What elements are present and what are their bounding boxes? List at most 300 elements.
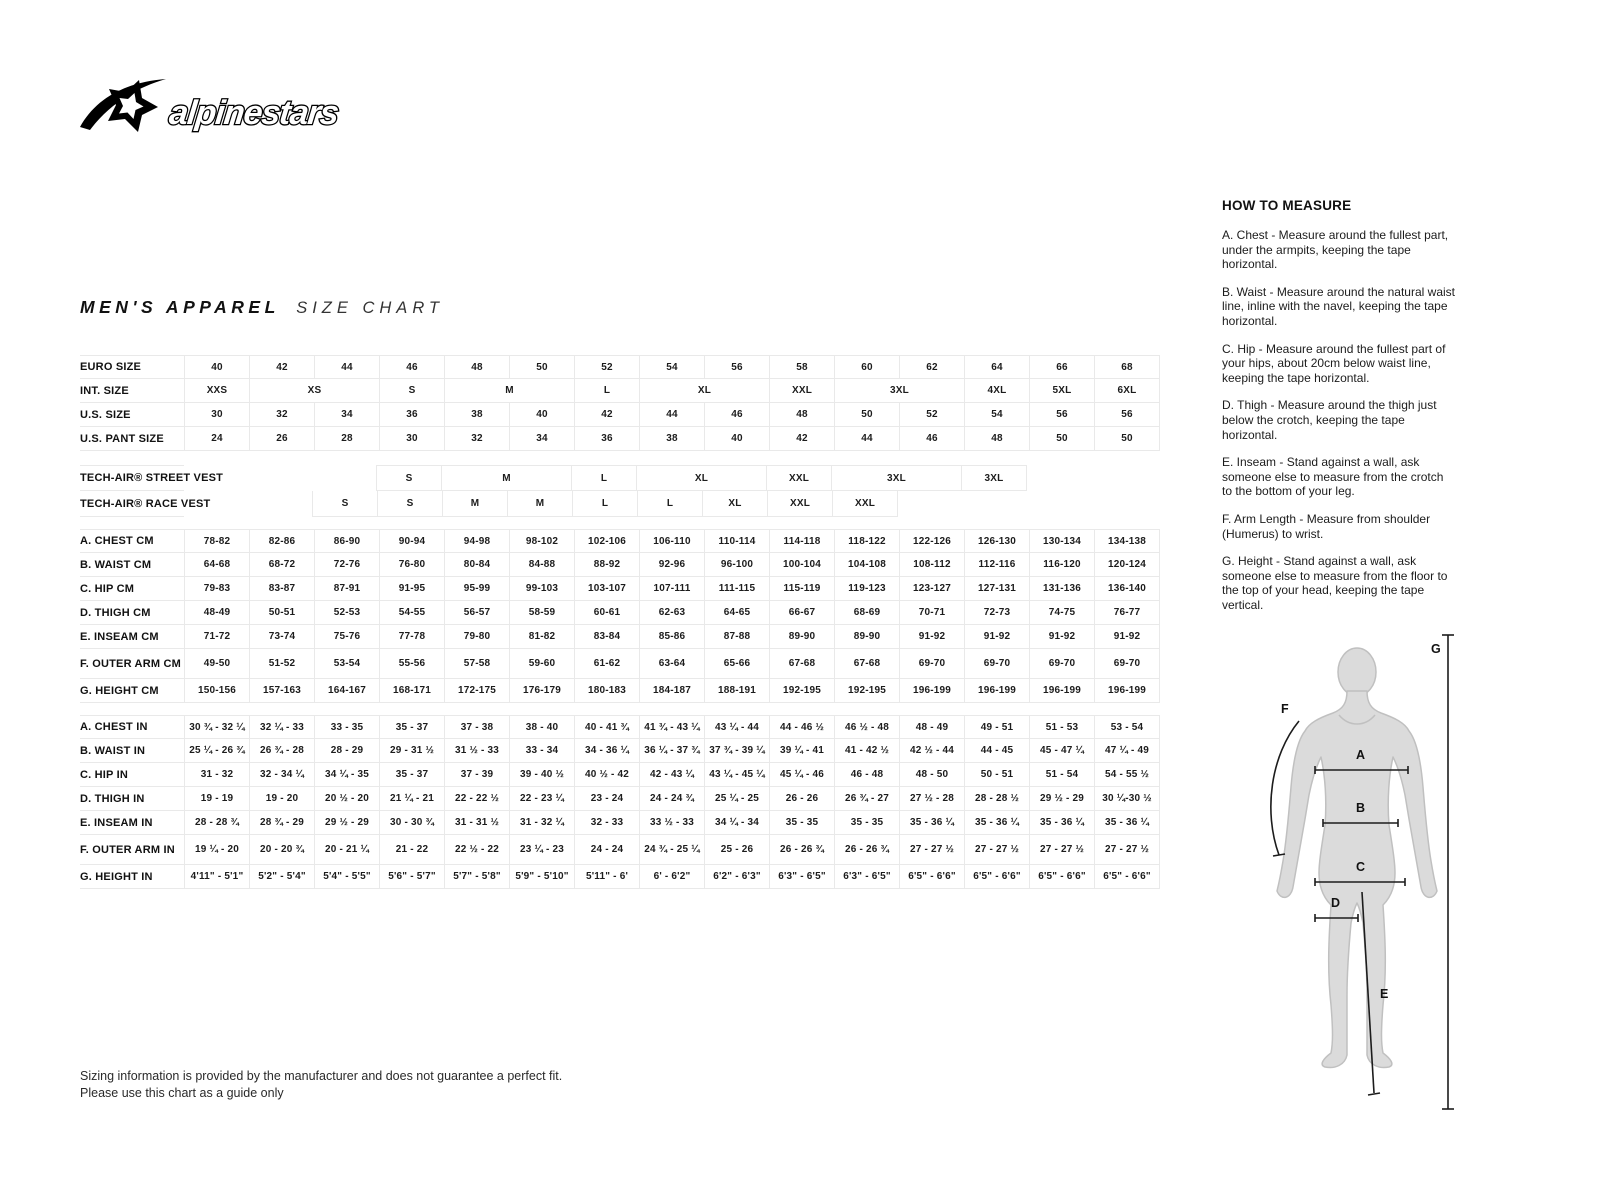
table-cell: 3XL (834, 379, 964, 403)
table-cell: 46 (379, 355, 444, 379)
table-cell: 75-76 (314, 625, 379, 649)
figure-label-g: G (1431, 642, 1441, 656)
table-cell: XXL (766, 465, 831, 491)
table-cell: 21 - 22 (379, 835, 444, 865)
table-cell: 49 - 51 (964, 715, 1029, 739)
table-cell: 83-87 (249, 577, 314, 601)
table-cell: 36 (574, 427, 639, 451)
table-cell: 54 - 55 ½ (1094, 763, 1160, 787)
table-cell: 6'5" - 6'6" (1029, 865, 1094, 889)
table-cell: 196-199 (1094, 679, 1160, 703)
table-cell: 32 - 33 (574, 811, 639, 835)
table-cell: 46 ½ - 48 (834, 715, 899, 739)
table-cell: XXS (184, 379, 249, 403)
table-cell: 84-88 (509, 553, 574, 577)
table-cell: 69-70 (1029, 649, 1094, 679)
table-cell: 29 ½ - 29 (1029, 787, 1094, 811)
table-cell: 21 ¼ - 21 (379, 787, 444, 811)
table-cell: 42 (249, 355, 314, 379)
row-label: U.S. PANT SIZE (80, 427, 184, 451)
table-cell: 24 - 24 (574, 835, 639, 865)
table-cell: 50 (834, 403, 899, 427)
table-cell: S (312, 491, 377, 517)
table-cell: 44 - 46 ½ (769, 715, 834, 739)
row-label: F. OUTER ARM CM (80, 649, 184, 679)
table-cell: 150-156 (184, 679, 249, 703)
table-row (80, 403, 1160, 427)
table-cell: 27 - 27 ½ (1094, 835, 1160, 865)
figure-label-a: A (1356, 748, 1366, 762)
table-cell: 38 (639, 427, 704, 451)
table-cell: 111-115 (704, 577, 769, 601)
how-to-measure-heading: HOW TO MEASURE (1222, 198, 1352, 213)
table-cell: 4XL (964, 379, 1029, 403)
table-cell: 50 - 51 (964, 763, 1029, 787)
table-cell: 69-70 (1094, 649, 1160, 679)
measure-instruction-height: G. Height - Stand against a wall, ask someone else to measure from the floor to the top of your head, keeping the tape vertical. (1222, 554, 1448, 612)
table-cell: 98-102 (509, 529, 574, 553)
table-cell (248, 465, 312, 491)
table-row (80, 739, 1160, 763)
table-cell: 41 - 42 ½ (834, 739, 899, 763)
table-cell: 59-60 (509, 649, 574, 679)
table-cell: 39 - 40 ½ (509, 763, 574, 787)
table-cell: 100-104 (769, 553, 834, 577)
table-cell: 50-51 (249, 601, 314, 625)
table-cell: 42 - 43 ¼ (639, 763, 704, 787)
table-cell: 20 ½ - 20 (314, 787, 379, 811)
table-cell (898, 491, 962, 517)
table-cell: 79-83 (184, 577, 249, 601)
table-cell: 103-107 (574, 577, 639, 601)
table-cell: 32 - 34 ¼ (249, 763, 314, 787)
table-cell: 57-58 (444, 649, 509, 679)
table-cell: XS (249, 379, 379, 403)
row-label: A. CHEST CM (80, 529, 184, 553)
table-cell: 38 - 40 (509, 715, 574, 739)
table-cell: 56-57 (444, 601, 509, 625)
table-cell: 20 - 20 ¾ (249, 835, 314, 865)
row-label: TECH-AIR® STREET VEST (80, 465, 184, 491)
title-primary: MEN'S APPAREL (80, 297, 280, 317)
figure-label-b: B (1356, 801, 1366, 815)
table-cell: 5'4" - 5'5" (314, 865, 379, 889)
figure-label-d: D (1331, 896, 1341, 910)
table-cell: 36 (379, 403, 444, 427)
table-cell: 86-90 (314, 529, 379, 553)
table-row (80, 787, 1160, 811)
size-conversion-table (80, 355, 1160, 451)
table-cell: XXL (832, 491, 898, 517)
table-cell: 127-131 (964, 577, 1029, 601)
table-cell: 106-110 (639, 529, 704, 553)
table-row (80, 835, 1160, 865)
table-cell: 26 (249, 427, 314, 451)
table-cell: 26 ¾ - 28 (249, 739, 314, 763)
table-cell (1091, 465, 1155, 491)
table-cell: XXL (767, 491, 832, 517)
row-label: B. WAIST CM (80, 553, 184, 577)
table-cell: 40 (509, 403, 574, 427)
table-cell: 33 - 34 (509, 739, 574, 763)
page-title (80, 297, 444, 318)
table-cell: 83-84 (574, 625, 639, 649)
table-cell: 40 (704, 427, 769, 451)
measure-instruction-waist: B. Waist - Measure around the natural waist line, inline with the navel, keeping the tape horizontal. (1222, 284, 1455, 328)
table-cell: 90-94 (379, 529, 444, 553)
table-cell: 196-199 (1029, 679, 1094, 703)
table-cell: 62 (899, 355, 964, 379)
table-row (80, 577, 1160, 601)
table-cell: 63-64 (639, 649, 704, 679)
table-cell: 38 (444, 403, 509, 427)
table-cell: 54 (639, 355, 704, 379)
table-cell: 122-126 (899, 529, 964, 553)
table-cell: 6'2" - 6'3" (704, 865, 769, 889)
alpinestars-logo (78, 70, 378, 156)
table-cell: 96-100 (704, 553, 769, 577)
table-cell: 42 (574, 403, 639, 427)
table-cell: 25 ¼ - 25 (704, 787, 769, 811)
row-label: INT. SIZE (80, 379, 184, 403)
figure-label-c: C (1356, 860, 1366, 874)
table-cell: 31 - 32 (184, 763, 249, 787)
table-cell: 91-92 (899, 625, 964, 649)
table-cell: 69-70 (964, 649, 1029, 679)
table-cell: 28 - 28 ¾ (184, 811, 249, 835)
table-cell: 51-52 (249, 649, 314, 679)
table-cell: 110-114 (704, 529, 769, 553)
table-cell: 24 (184, 427, 249, 451)
row-label: F. OUTER ARM IN (80, 835, 184, 865)
table-cell: 87-91 (314, 577, 379, 601)
row-label: B. WAIST IN (80, 739, 184, 763)
table-row (80, 355, 1160, 379)
table-cell: 48 (964, 427, 1029, 451)
figure-label-f: F (1281, 702, 1289, 716)
table-cell: 72-76 (314, 553, 379, 577)
table-cell: 35 - 37 (379, 715, 444, 739)
how-to-measure-panel (1222, 198, 1456, 625)
table-cell: 27 - 27 ½ (899, 835, 964, 865)
table-cell: 26 ¾ - 27 (834, 787, 899, 811)
disclaimer (80, 1068, 562, 1101)
table-cell: 91-92 (1094, 625, 1160, 649)
row-label: C. HIP IN (80, 763, 184, 787)
table-cell (248, 491, 312, 517)
table-row (80, 865, 1160, 889)
measure-instruction-inseam: E. Inseam - Stand against a wall, ask someone else to measure from the crotch to the bottom of your leg. (1222, 455, 1444, 499)
table-cell: 6'5" - 6'6" (899, 865, 964, 889)
table-cell: 5'7" - 5'8" (444, 865, 509, 889)
table-cell: 44 - 45 (964, 739, 1029, 763)
table-cell: 5'11" - 6' (574, 865, 639, 889)
table-cell: 95-99 (444, 577, 509, 601)
table-cell: 35 - 35 (769, 811, 834, 835)
table-cell: 172-175 (444, 679, 509, 703)
table-cell: 71-72 (184, 625, 249, 649)
body-measurement-diagram (1235, 615, 1565, 1120)
table-cell: 34 ¼ - 35 (314, 763, 379, 787)
table-cell: 68 (1094, 355, 1160, 379)
row-label: D. THIGH CM (80, 601, 184, 625)
table-cell: 28 (314, 427, 379, 451)
table-cell: 48 (769, 403, 834, 427)
row-label: A. CHEST IN (80, 715, 184, 739)
table-row (80, 763, 1160, 787)
table-cell: 68-72 (249, 553, 314, 577)
table-cell: 37 - 38 (444, 715, 509, 739)
measure-instruction-arm: F. Arm Length - Measure from shoulder (Humerus) to wrist. (1222, 511, 1431, 541)
table-cell: 39 ¼ - 41 (769, 739, 834, 763)
table-cell: 88-92 (574, 553, 639, 577)
table-cell: 108-112 (899, 553, 964, 577)
table-cell: 3XL (961, 465, 1027, 491)
table-row (80, 601, 1160, 625)
table-cell: 25 ¼ - 26 ¾ (184, 739, 249, 763)
table-cell: 43 ¼ - 44 (704, 715, 769, 739)
table-cell: 64 (964, 355, 1029, 379)
table-cell: 34 (509, 427, 574, 451)
measure-instruction-hip: C. Hip - Measure around the fullest part of your hips, about 20cm below waist line, keeping the tape horizontal. (1222, 341, 1446, 385)
table-cell: S (376, 465, 441, 491)
table-cell: 192-195 (834, 679, 899, 703)
table-cell: 131-136 (1029, 577, 1094, 601)
table-cell: 64-65 (704, 601, 769, 625)
table-cell: 48 - 49 (899, 715, 964, 739)
table-cell: M (442, 491, 507, 517)
table-cell: 118-122 (834, 529, 899, 553)
table-row (80, 553, 1160, 577)
table-row (80, 491, 1155, 517)
table-cell: 6'3" - 6'5" (769, 865, 834, 889)
measure-instruction-chest: A. Chest - Measure around the fullest part, under the armpits, keeping the tape horizontal. (1222, 228, 1449, 272)
table-row (80, 379, 1160, 403)
table-cell: 35 - 37 (379, 763, 444, 787)
table-row (80, 427, 1160, 451)
table-cell: 27 - 27 ½ (1029, 835, 1094, 865)
table-cell: 80-84 (444, 553, 509, 577)
table-cell: 34 - 36 ¼ (574, 739, 639, 763)
table-cell: 164-167 (314, 679, 379, 703)
table-cell: 120-124 (1094, 553, 1160, 577)
table-cell: 4'11" - 5'1" (184, 865, 249, 889)
table-cell: 46 - 48 (834, 763, 899, 787)
table-cell: 22 - 22 ½ (444, 787, 509, 811)
table-cell: 30 ¼-30 ½ (1094, 787, 1160, 811)
table-row (80, 465, 1155, 491)
table-cell: 53-54 (314, 649, 379, 679)
table-cell: 66-67 (769, 601, 834, 625)
table-cell: 46 (899, 427, 964, 451)
table-cell: 114-118 (769, 529, 834, 553)
table-cell: 54-55 (379, 601, 444, 625)
figure-label-e: E (1380, 987, 1389, 1001)
table-cell: 3XL (831, 465, 961, 491)
table-cell: 48-49 (184, 601, 249, 625)
table-cell: 102-106 (574, 529, 639, 553)
table-cell: 30 (184, 403, 249, 427)
table-cell: 44 (314, 355, 379, 379)
tech-air-vest-table (80, 465, 1155, 517)
body-silhouette (1277, 648, 1437, 1068)
table-cell: 126-130 (964, 529, 1029, 553)
table-cell: 87-88 (704, 625, 769, 649)
table-row (80, 529, 1160, 553)
table-cell: 28 - 28 ½ (964, 787, 1029, 811)
table-cell: 99-103 (509, 577, 574, 601)
table-cell: 29 - 31 ½ (379, 739, 444, 763)
table-cell: 45 ¼ - 46 (769, 763, 834, 787)
table-cell: 19 ¼ - 20 (184, 835, 249, 865)
table-cell: 34 (314, 403, 379, 427)
table-cell: 91-92 (964, 625, 1029, 649)
table-cell: 45 - 47 ¼ (1029, 739, 1094, 763)
table-cell: 50 (509, 355, 574, 379)
table-cell: 85-86 (639, 625, 704, 649)
table-cell: 60-61 (574, 601, 639, 625)
table-cell: 104-108 (834, 553, 899, 577)
table-cell: 82-86 (249, 529, 314, 553)
table-cell: 6'3" - 6'5" (834, 865, 899, 889)
table-cell: 26 - 26 (769, 787, 834, 811)
table-row (80, 625, 1160, 649)
row-label: U.S. SIZE (80, 403, 184, 427)
table-cell: L (572, 491, 637, 517)
table-cell: 31 - 32 ¼ (509, 811, 574, 835)
table-cell: 81-82 (509, 625, 574, 649)
table-cell: 30 - 30 ¾ (379, 811, 444, 835)
table-cell: 56 (1029, 403, 1094, 427)
table-cell (1090, 491, 1154, 517)
disclaimer-line-2: Please use this chart as a guide only (80, 1085, 284, 1100)
table-cell: 42 ½ - 44 (899, 739, 964, 763)
table-cell: 51 - 54 (1029, 763, 1094, 787)
table-cell: 34 ¼ - 34 (704, 811, 769, 835)
table-cell: 116-120 (1029, 553, 1094, 577)
table-cell: 33 ½ - 33 (639, 811, 704, 835)
table-cell: XL (702, 491, 767, 517)
table-cell: 29 ½ - 29 (314, 811, 379, 835)
table-cell: 19 - 19 (184, 787, 249, 811)
table-cell: 44 (834, 427, 899, 451)
table-cell: 20 - 21 ¼ (314, 835, 379, 865)
table-cell: 32 (444, 427, 509, 451)
table-cell: 40 - 41 ¾ (574, 715, 639, 739)
table-cell: 44 (639, 403, 704, 427)
table-cell: 196-199 (964, 679, 1029, 703)
table-cell: 46 (704, 403, 769, 427)
row-label: EURO SIZE (80, 355, 184, 379)
table-cell: 89-90 (834, 625, 899, 649)
table-cell: 79-80 (444, 625, 509, 649)
table-cell: 65-66 (704, 649, 769, 679)
table-cell: 94-98 (444, 529, 509, 553)
table-cell: 73-74 (249, 625, 314, 649)
table-cell: L (637, 491, 702, 517)
table-cell: 35 - 36 ¼ (1029, 811, 1094, 835)
table-cell: 89-90 (769, 625, 834, 649)
table-cell: 6'5" - 6'6" (964, 865, 1029, 889)
table-cell: 35 - 36 ¼ (964, 811, 1029, 835)
table-cell: 64-68 (184, 553, 249, 577)
table-cell: 37 ¾ - 39 ¼ (704, 739, 769, 763)
row-label: D. THIGH IN (80, 787, 184, 811)
table-row (80, 649, 1160, 679)
table-cell: 76-77 (1094, 601, 1160, 625)
row-label: C. HIP CM (80, 577, 184, 601)
measurements-cm-table (80, 529, 1160, 703)
table-cell: 192-195 (769, 679, 834, 703)
table-cell: 40 ½ - 42 (574, 763, 639, 787)
table-cell: 26 - 26 ¾ (834, 835, 899, 865)
table-cell: 5'6" - 5'7" (379, 865, 444, 889)
table-cell: 53 - 54 (1094, 715, 1160, 739)
table-cell: 30 (379, 427, 444, 451)
table-cell: 119-123 (834, 577, 899, 601)
table-cell: 23 ¼ - 23 (509, 835, 574, 865)
table-cell: 5XL (1029, 379, 1094, 403)
table-cell: 134-138 (1094, 529, 1160, 553)
table-cell: 30 ¾ - 32 ¼ (184, 715, 249, 739)
height-measure-line (1442, 635, 1454, 1109)
table-cell: 62-63 (639, 601, 704, 625)
table-cell: 23 - 24 (574, 787, 639, 811)
table-cell: 77-78 (379, 625, 444, 649)
table-cell: 24 - 24 ¾ (639, 787, 704, 811)
table-cell: 6' - 6'2" (639, 865, 704, 889)
table-cell: L (574, 379, 639, 403)
table-cell: S (377, 491, 442, 517)
table-cell: 60 (834, 355, 899, 379)
measurements-in-table (80, 715, 1160, 889)
table-cell: 52 (574, 355, 639, 379)
row-label: E. INSEAM CM (80, 625, 184, 649)
table-cell: 76-80 (379, 553, 444, 577)
table-cell: 66 (1029, 355, 1094, 379)
disclaimer-line-1: Sizing information is provided by the manufacturer and does not guarantee a perfect fit. (80, 1069, 563, 1083)
table-cell (312, 465, 376, 491)
table-cell: 33 - 35 (314, 715, 379, 739)
table-cell: 69-70 (899, 649, 964, 679)
table-cell: 136-140 (1094, 577, 1160, 601)
table-cell: 107-111 (639, 577, 704, 601)
table-cell: 50 (1029, 427, 1094, 451)
table-cell: 19 - 20 (249, 787, 314, 811)
table-cell: 6XL (1094, 379, 1160, 403)
table-cell: 27 - 27 ½ (964, 835, 1029, 865)
table-cell: 22 - 23 ¼ (509, 787, 574, 811)
table-cell: 48 (444, 355, 509, 379)
table-cell: 35 - 36 ¼ (1094, 811, 1160, 835)
table-cell: 58-59 (509, 601, 574, 625)
table-cell: 26 - 26 ¾ (769, 835, 834, 865)
table-cell: 5'2" - 5'4" (249, 865, 314, 889)
table-cell: 42 (769, 427, 834, 451)
row-label: G. HEIGHT IN (80, 865, 184, 889)
table-cell: 47 ¼ - 49 (1094, 739, 1160, 763)
table-cell: 25 - 26 (704, 835, 769, 865)
table-cell: 56 (1094, 403, 1160, 427)
table-cell: M (441, 465, 571, 491)
table-cell: 74-75 (1029, 601, 1094, 625)
table-cell: 61-62 (574, 649, 639, 679)
table-cell (1026, 491, 1090, 517)
table-cell: 48 - 50 (899, 763, 964, 787)
table-cell: 32 ¼ - 33 (249, 715, 314, 739)
table-cell: 49-50 (184, 649, 249, 679)
table-cell: 28 ¾ - 29 (249, 811, 314, 835)
